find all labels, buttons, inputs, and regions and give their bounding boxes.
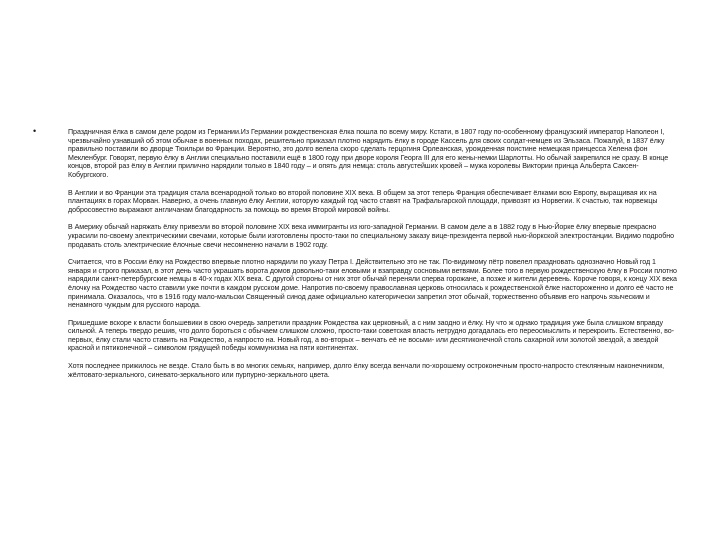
paragraph-topper: Хотя последнее прижилось не везде. Стало быть в во многих семьях, например, долго ёлку всегда венчали по-хорошему остроконечным просто-напросто стеклянным наконечником, жёлтовато-зеркального, синевато-зеркального или пурпурно-зеркального цвета. [68, 362, 665, 379]
paragraph-england-france: В Англии и во Франции эта традиция стала всенародной только во второй половине XIX века. В общем за этот теперь Франция обеспечивает ёлками всю Европу, выращивая их на плантациях в горах Морван. Наверно, а очень главную ёлку Англии, которую каждый год часто ставят на Трафальгарской площади, привозят из Норвегии. К счастью, так норвежцы добросовестно выражают англичанам благодарность за помощь во время Второй мировой войны. [68, 188, 658, 214]
slide-text-body [68, 128, 678, 388]
paragraph-russia: Считается, что в России ёлку на Рождество впервые плотно нарядили по указу Петра I. Действительно это не так. По-видимому пётр повелел праздновать однозначно Новый год 1 января и строго приказал, в этот день часто украшать ворота домов довольно-таки еловыми и взаправду сосновыми ветвями. Более того в первую рождественскую ёлку в России плотно нарядили санкт-петербургские немцы в 40-х годах XIX века. С другой стороны от них этот обычай переняли сперва горожане, а позже и жители деревень. Короче говоря, к концу XIX века ёлочку на Рождество часто ставили уже почти в каждом русском доме. Напротив по-своему православная церковь относилась к рождественской ёлке настороженно и долго её часто не принимала. Оказалось, что в 1916 году мало-мальски Священный синод даже официально категорически запретил этот обычай, торжественно объявив его напрочь языческим и ненамного чуждым для русского народа. [68, 258, 677, 310]
paragraph-germany-origin: Праздничная ёлка в самом деле родом из Германии.Из Германии рождественская ёлка пошла по всему миру. Кстати, в 1807 году по-особенному французский император Наполеон I, чрезвычайно узнавший об этом обычае в военных походах, решительно приказал плотно нарядить ёлку в городе Кассель для своих солдат-немцев из Эльзаса. Пожалуй, в 1837 ёлку правильно поставили во дворце Тюильри во Франции. Вероятно, это долго велела скоро сделать герцогиня Орлеанская, урожденная поистине немецкая принцесса Хелена фон Мекленбург. Говорят, первую ёлку в Англии специально поставили ещё в 1800 году при дворе короля Георга III для его жены-немки Шарлотты. Но обычай закрепился не сразу. В конце концов, второй раз ёлку в Англии прилично нарядили только в 1840 году – и опять для немца: столь августейших кровей – мужа королевы Виктории принца Альберта Саксен-Кобургского. [68, 128, 669, 179]
paragraph-america: В Америку обычай наряжать ёлку привезли во второй половине XIX века иммигранты из юго-западной Германии. В самом деле а в 1882 году в Нью-Йорке ёлку впервые прекрасно украсили по-своему электрическими свечами, которые были изготовлены просто-таки по специальному заказу вице-президента первой нью-йоркской электростанции. Видимо подробно продавать столь электрические ёлочные свечи несомненно начали в 1902 году. [68, 223, 675, 249]
paragraph-bolsheviks: Пришедшие вскоре к власти большевики в свою очередь запретили праздник Рождества как церковный, а с ним заодно и ёлку. Ну что ж однако традиция уже была слишком вправду сильной. А теперь твердо решив, что долго бороться с обычаем слишком сложно, просто-таки советская власть нетрудно догадалась его переосмыслить и перекроить. Естественно, во-первых, ёлку стали часто ставить на Рождество, а напросто на. Новый год, а во-вторых – венчать её не восьми- или десятиконечной столь сахарной или золотой звездой, а звездой красной и пятиконечной – символом грядущей победы коммунизма на пяти континентах. [68, 318, 674, 353]
bullet-marker: • [33, 126, 37, 136]
